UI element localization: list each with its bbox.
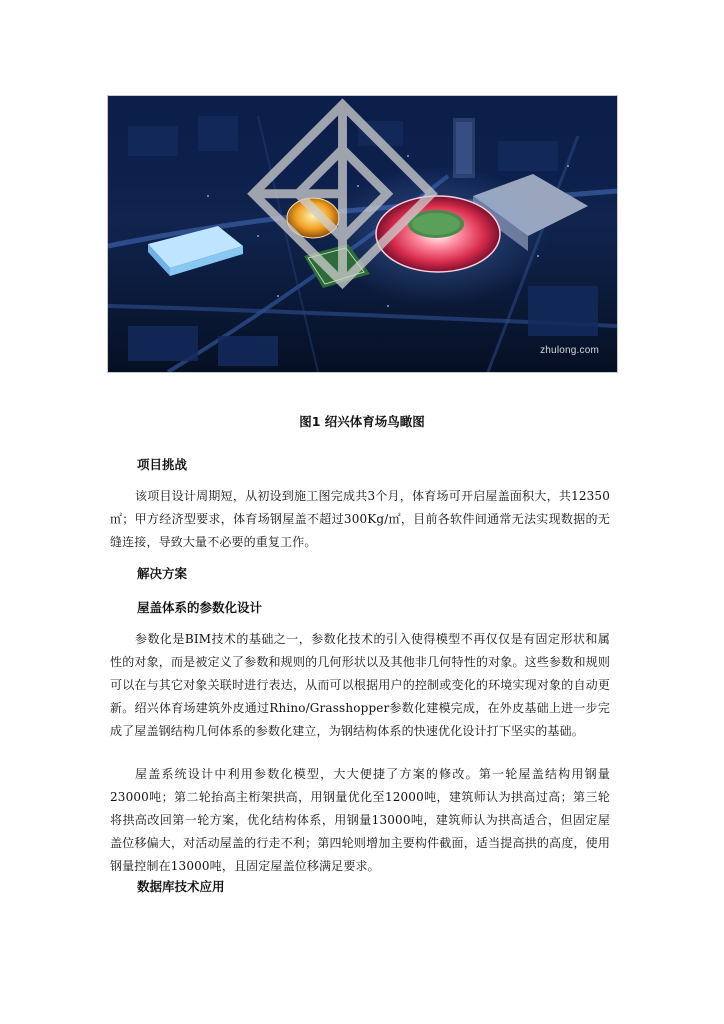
paragraph-roof-1: 参数化是BIM技术的基础之一，参数化技术的引入使得模型不再仅仅是有固定形状和属性的对象，而是被定义了参数和规则的几何形状以及其他非几何特性的对象。这些参数和规则可以在与其它对象关联时进行表达，从而可以根据用户的控制或变化的环境实现对象的自动更新。绍兴体育场建筑外皮通过Rhino/Grasshopper参数化建模完成，在外皮基础上进一步完成了屋盖钢结构几何体系的参数化建立，为钢结构体系的快速优化设计打下坚实的基础。 [110, 632, 610, 738]
heading-roof-parametric: 屋盖体系的参数化设计 [137, 600, 263, 615]
stadium-aerial-image [107, 95, 618, 373]
heading-solution: 解决方案 [137, 566, 188, 581]
heading-challenge: 项目挑战 [137, 457, 188, 472]
paragraph-roof-2: 屋盖系统设计中利用参数化模型，大大便捷了方案的修改。第一轮屋盖结构用钢量23000吨；第二轮抬高主桁架拱高，用钢量优化至12000吨，建筑师认为拱高过高；第三轮将拱高改回第一轮方案，优化结构体系，用钢量13000吨，建筑师认为拱高适合，但固定屋盖位移偏大，对活动屋盖的行走不利；第四轮则增加主要构件截面，适当提高拱的高度，使用钢量控制在13000吨，且固定屋盖位移满足要求。 [110, 767, 610, 873]
watermark-text: zhulong.com [540, 345, 599, 356]
paragraph-challenge: 该项目设计周期短，从初设到施工图完成共3个月，体育场可开启屋盖面积大，共12350㎡；甲方经济型要求，体育场钢屋盖不超过300Kg/㎡，目前各软件间通常无法实现数据的无缝连接，导致大量不必要的重复工作。 [110, 489, 610, 549]
heading-database: 数据库技术应用 [137, 879, 225, 894]
figure-caption: 图1 绍兴体育场鸟瞰图 [299, 414, 425, 429]
zhulong-logo-icon [107, 95, 597, 354]
